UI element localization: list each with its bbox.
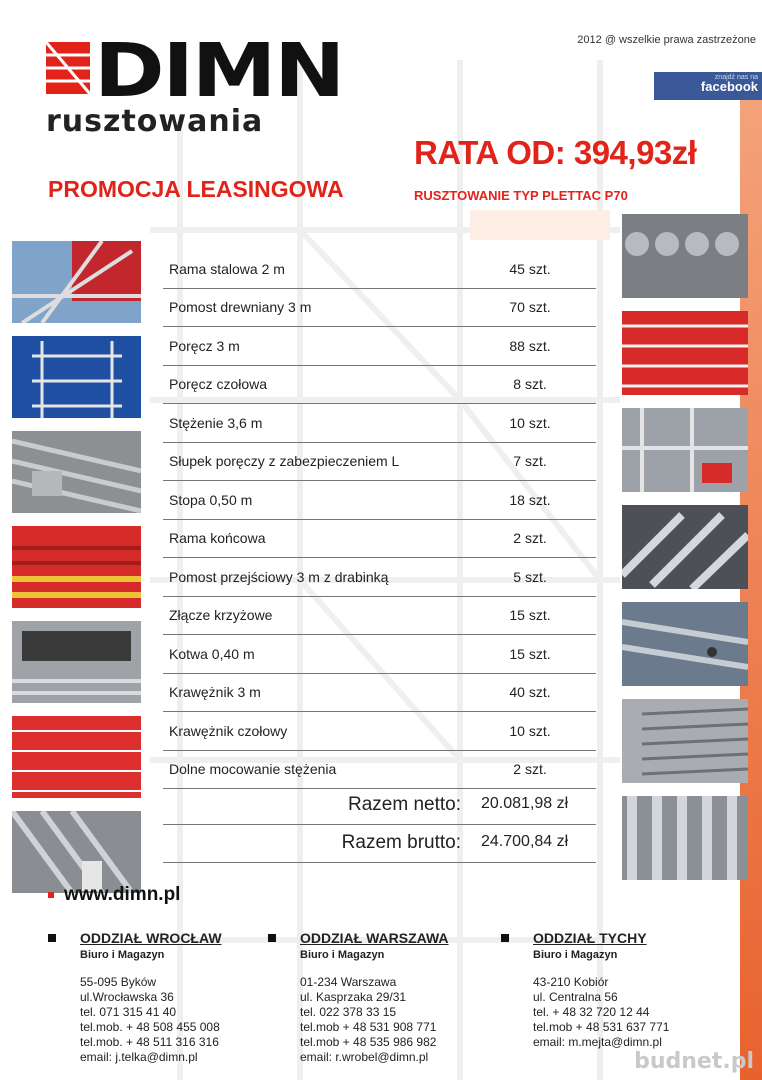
table-row [163,712,596,751]
item-name: Krawężnik 3 m [163,673,464,712]
branch-line: tel.mob. + 48 511 316 316 [80,1035,219,1049]
netto-value: 20.081,98 zł [481,795,569,812]
branch-line: tel. 022 378 33 15 [300,1005,397,1019]
branch-line: tel.mob. + 48 508 455 008 [80,1020,220,1034]
company-logo [46,28,344,139]
branch-title: ODDZIAŁ WARSZAWA [300,930,449,946]
table-row [163,288,596,327]
logo-brand-text: DIMN [94,28,344,114]
item-qty: 15 szt. [464,635,596,674]
item-name: Poręcz czołowa [163,365,464,404]
red-frames-photo [622,311,748,395]
table-row [163,481,596,520]
table-row [163,404,596,443]
item-name: Krawężnik czołowy [163,712,464,751]
table-row [163,442,596,481]
item-name: Dolne mocowanie stężenia [163,750,464,789]
angle-steel-photo [12,811,141,893]
copyright-text: 2012 @ wszelkie prawa zastrzeżone [577,34,756,46]
pipes-bundle-photo [622,796,748,880]
bullet-icon [501,934,509,942]
branch-subtitle: Biuro i Magazyn [300,949,385,961]
branch-subtitle: Biuro i Magazyn [533,949,618,961]
item-qty: 2 szt. [464,519,596,558]
item-qty: 40 szt. [464,673,596,712]
watermark: budnet.pl [634,1049,754,1074]
branch-line: ul. Kasprzaka 29/31 [300,990,407,1004]
platform-photo [12,621,141,703]
bullet-icon [48,892,54,898]
table-row [163,250,596,288]
facebook-button[interactable] [654,72,762,100]
tubes-photo [622,505,748,589]
branch-warszawa [300,930,449,1065]
right-photo-column [622,214,748,893]
scaffold-stack-photo [12,336,141,418]
item-qty: 2 szt. [464,750,596,789]
branch-email[interactable]: email: j.telka@dimn.pl [80,1050,198,1064]
logo-subtitle: rusztowania [46,104,264,139]
item-name: Poręcz 3 m [163,327,464,366]
item-name: Słupek poręczy z zabezpieczeniem L [163,442,464,481]
branch-line: tel. 071 315 41 40 [80,1005,177,1019]
items-table [163,250,596,789]
item-qty: 10 szt. [464,404,596,443]
red-boards-photo [12,716,141,798]
bullet-icon [48,934,56,942]
branch-line: 43-210 Kobiór [533,975,609,989]
promo-title: PROMOCJA LEASINGOWA [48,176,344,202]
table-row [163,750,596,789]
scaffold-frame-photo [12,241,141,323]
branch-line: 55-095 Byków [80,975,157,989]
table-row [163,327,596,366]
facebook-label: facebook [700,79,758,94]
item-name: Pomost drewniany 3 m [163,288,464,327]
branch-line: ul. Centralna 56 [533,990,618,1004]
red-planks-photo [12,526,141,608]
brutto-row [163,825,596,863]
branch-email[interactable]: email: r.wrobel@dimn.pl [300,1050,429,1064]
pipes-photo [622,214,748,298]
branch-line: tel.mob + 48 531 908 771 [300,1020,437,1034]
totals-block [163,787,596,863]
rate-headline: RATA OD: 394,93zł [414,134,697,171]
website-text: www.dimn.pl [64,884,181,905]
scaffold-detail-photo [622,408,748,492]
item-qty: 18 szt. [464,481,596,520]
scaffold-parts-photo [12,431,141,513]
item-name: Stężenie 3,6 m [163,404,464,443]
item-name: Złącze krzyżowe [163,596,464,635]
table-row [163,673,596,712]
netto-row [163,787,596,825]
branch-wroclaw [80,930,222,1065]
brutto-label: Razem brutto: [341,832,461,853]
logo-grid-icon [46,42,90,94]
item-qty: 15 szt. [464,596,596,635]
netto-label: Razem netto: [348,794,461,815]
facebook-small-text: znajdź nas na [714,74,758,81]
branch-title: ODDZIAŁ WROCŁAW [80,930,222,946]
item-qty: 45 szt. [464,250,596,288]
scaffold-type: RUSZTOWANIE TYP PLETTAC P70 [414,188,628,203]
item-name: Pomost przejściowy 3 m z drabinką [163,558,464,597]
branch-line: 01-234 Warszawa [300,975,397,989]
item-qty: 10 szt. [464,712,596,751]
table-row [163,635,596,674]
branch-subtitle: Biuro i Magazyn [80,949,165,961]
item-name: Rama końcowa [163,519,464,558]
item-name: Rama stalowa 2 m [163,250,464,288]
platforms-stack-photo [622,699,748,783]
item-qty: 5 szt. [464,558,596,597]
item-name: Kotwa 0,40 m [163,635,464,674]
website-link[interactable] [48,884,180,906]
table-row [163,519,596,558]
table-row [163,596,596,635]
steel-parts-photo [622,602,748,686]
branch-line: tel. + 48 32 720 12 44 [533,1005,650,1019]
brutto-value: 24.700,84 zł [481,833,569,850]
table-row [163,365,596,404]
left-photo-column [12,241,141,906]
item-qty: 88 szt. [464,327,596,366]
branch-email[interactable]: email: m.mejta@dimn.pl [533,1035,662,1049]
item-qty: 70 szt. [464,288,596,327]
item-name: Stopa 0,50 m [163,481,464,520]
branch-line: tel.mob + 48 531 637 771 [533,1020,670,1034]
item-qty: 7 szt. [464,442,596,481]
item-qty: 8 szt. [464,365,596,404]
branch-title: ODDZIAŁ TYCHY [533,930,647,946]
branch-line: ul.Wrocławska 36 [80,990,174,1004]
branch-tychy [533,930,669,1050]
branch-line: tel.mob + 48 535 986 982 [300,1035,437,1049]
bullet-icon [268,934,276,942]
table-row [163,558,596,597]
